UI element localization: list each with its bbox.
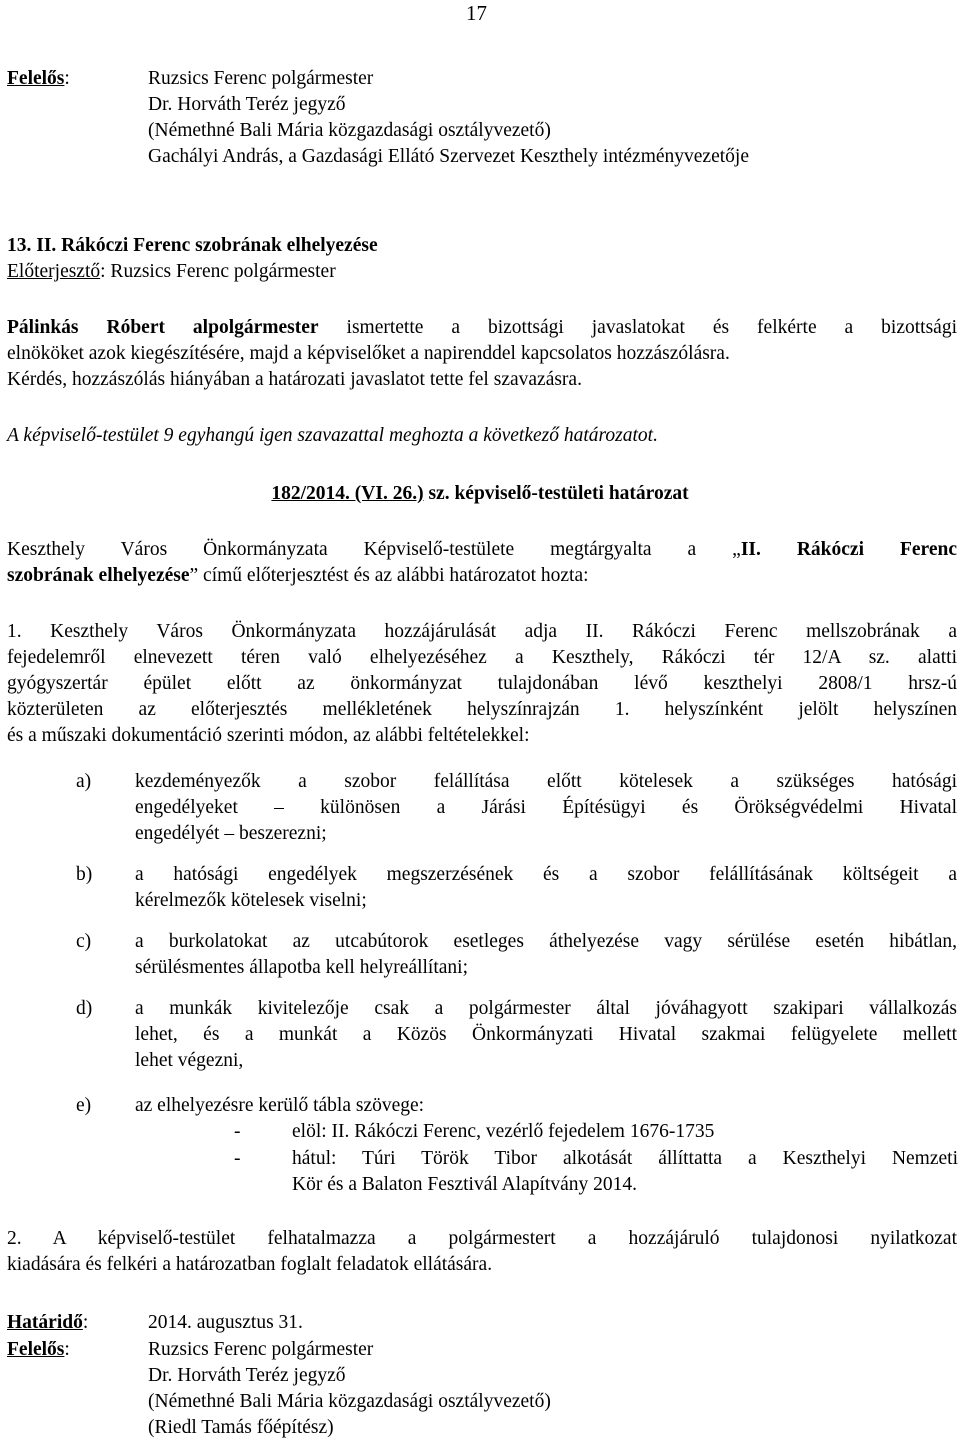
point-1-line: fejedelemről elnevezett téren való elhelyezéséhez a Keszthely, Rákóczi tér 12/A sz. alatti [7, 647, 957, 668]
responsible-line: (Némethné Bali Mária közgazdasági osztályvezető) [148, 120, 551, 141]
point-1-line: gyógyszertár épület előtt az önkormányzat tulajdonában lévő keszthelyi 2808/1 hrsz-ú [7, 673, 957, 694]
resolution-line-2-rest: ” című előterjesztést és az alábbi határozatot hozta: [189, 565, 589, 586]
point-2-line: kiadására és felkéri a határozatban foglalt feladatok ellátására. [7, 1254, 493, 1275]
intro-line-1 [7, 315, 957, 341]
resolution-number: 182/2014. (VI. 26.) [271, 483, 424, 504]
agenda-title: 13. II. Rákóczi Ferenc szobrának elhelyezése [7, 235, 378, 256]
condition-letter-c: c) [76, 931, 92, 952]
responsible-line: Ruzsics Ferenc polgármester [148, 68, 374, 89]
point-1 [7, 619, 957, 749]
condition-line: a hatósági engedélyek megszerzésének és a szobor felállításának költségeit a [135, 864, 957, 885]
deadline-label [7, 1310, 88, 1336]
sign-text-front: elöl: II. Rákóczi Ferenc, vezérlő fejedelem 1676-1735 [292, 1121, 715, 1142]
responsible-list-bottom [148, 1337, 551, 1441]
resolution-line-2 [7, 563, 589, 589]
condition-line: sérülésmentes állapotba kell helyreállítani; [135, 957, 469, 978]
intro-bold-name: Pálinkás Róbert alpolgármester [7, 317, 319, 338]
condition-line: engedélyét – beszerezni; [135, 823, 327, 844]
condition-letter-b: b) [76, 864, 93, 885]
condition-line: kérelmezők kötelesek viselni; [135, 890, 367, 911]
responsible-colon: : [64, 1339, 70, 1360]
responsible-colon: : [64, 68, 70, 89]
responsible-line: Dr. Horváth Teréz jegyző [148, 94, 346, 115]
condition-line: kezdeményezők a szobor felállítása előtt kötelesek a szükséges hatósági [135, 771, 957, 792]
resolution-line-1 [7, 537, 957, 563]
condition-letter-d: d) [76, 998, 93, 1019]
vote-statement: A képviselő-testület 9 egyhangú igen szavazattal meghozta a következő határozatot. [7, 425, 658, 446]
sign-dash-back: - [234, 1148, 241, 1169]
responsible-line: Gachályi András, a Gazdasági Ellátó Szervezet Keszthely intézményvezetője [148, 146, 749, 167]
intro-line-1-rest: ismertette a bizottsági javaslatokat és felkérte a bizottsági [318, 317, 957, 338]
condition-line: a munkák kivitelezője csak a polgármester által jóváhagyott szakipari vállalkozás [135, 998, 957, 1019]
sign-text-back-line: hátul: Túri Török Tibor alkotását állíttatta a Keszthelyi Nemzeti [292, 1148, 958, 1169]
responsible-line: Ruzsics Ferenc polgármester [148, 1339, 374, 1360]
point-1-line: közterületen az előterjesztés mellékletének helyszínrajzán 1. helyszínként jelölt helyszínen [7, 699, 957, 720]
responsible-list-top [148, 66, 749, 170]
agenda-presenter [7, 259, 336, 285]
point-1-line: és a műszaki dokumentáció szerinti módon, az alábbi feltételekkel: [7, 725, 530, 746]
condition-a [135, 769, 957, 847]
point-2-line: 2. A képviselő-testület felhatalmazza a polgármestert a hozzájáruló tulajdonosi nyilatkozat [7, 1228, 957, 1249]
resolution-title [0, 481, 960, 507]
resolution-line-1-bold: II. Rákóczi Ferenc [740, 539, 958, 560]
responsible-label-top [7, 66, 70, 92]
responsible-label-text: Felelős [7, 1339, 65, 1360]
condition-d [135, 996, 957, 1074]
deadline-colon: : [82, 1312, 89, 1333]
resolution-line-2-bold: szobrának elhelyezése [7, 565, 190, 586]
point-2 [7, 1226, 957, 1278]
sign-text-back-line: Kör és a Balaton Fesztivál Alapítvány 2014. [292, 1174, 637, 1195]
sign-text-back [292, 1146, 958, 1198]
intro-line-2: elnököket azok kiegészítésére, majd a képviselőket a napirenddel kapcsolatos hozzászólásra. [7, 343, 730, 364]
presenter-label: Előterjesztő [7, 261, 101, 282]
condition-b [135, 862, 957, 914]
sign-dash-front: - [234, 1121, 241, 1142]
point-1-line: 1. Keszthely Város Önkormányzata hozzájárulását adja II. Rákóczi Ferenc mellszobrának a [7, 621, 957, 642]
intro-line-3: Kérdés, hozzászólás hiányában a határozati javaslatot tette fel szavazásra. [7, 369, 582, 390]
responsible-label-text: Felelős [7, 68, 65, 89]
responsible-line: (Riedl Tamás főépítész) [148, 1417, 334, 1438]
condition-letter-a: a) [76, 771, 92, 792]
resolution-title-rest: sz. képviselő-testületi határozat [423, 483, 689, 504]
condition-line: engedélyeket – különösen a Járási Építésügyi és Örökségvédelmi Hivatal [135, 797, 957, 818]
presenter-value: : Ruzsics Ferenc polgármester [100, 261, 336, 282]
condition-line: lehet végezni, [135, 1050, 244, 1071]
condition-line: lehet, és a munkát a Közös Önkormányzati Hivatal szakmai felügyelete mellett [135, 1024, 957, 1045]
condition-letter-e: e) [76, 1095, 92, 1116]
condition-c [135, 929, 957, 981]
responsible-line: (Némethné Bali Mária közgazdasági osztályvezető) [148, 1391, 551, 1412]
resolution-line-1-plain: Keszthely Város Önkormányzata Képviselő-testülete megtárgyalta a „ [7, 539, 741, 560]
responsible-label-bottom [7, 1337, 70, 1363]
deadline-label-text: Határidő [7, 1312, 83, 1333]
deadline-value: 2014. augusztus 31. [148, 1312, 303, 1333]
condition-line: a burkolatokat az utcabútorok esetleges áthelyezése vagy sérülése esetén hibátlan, [135, 931, 957, 952]
condition-e: az elhelyezésre kerülő tábla szövege: [135, 1095, 425, 1116]
page-number: 17 [466, 1, 487, 25]
responsible-line: Dr. Horváth Teréz jegyző [148, 1365, 346, 1386]
